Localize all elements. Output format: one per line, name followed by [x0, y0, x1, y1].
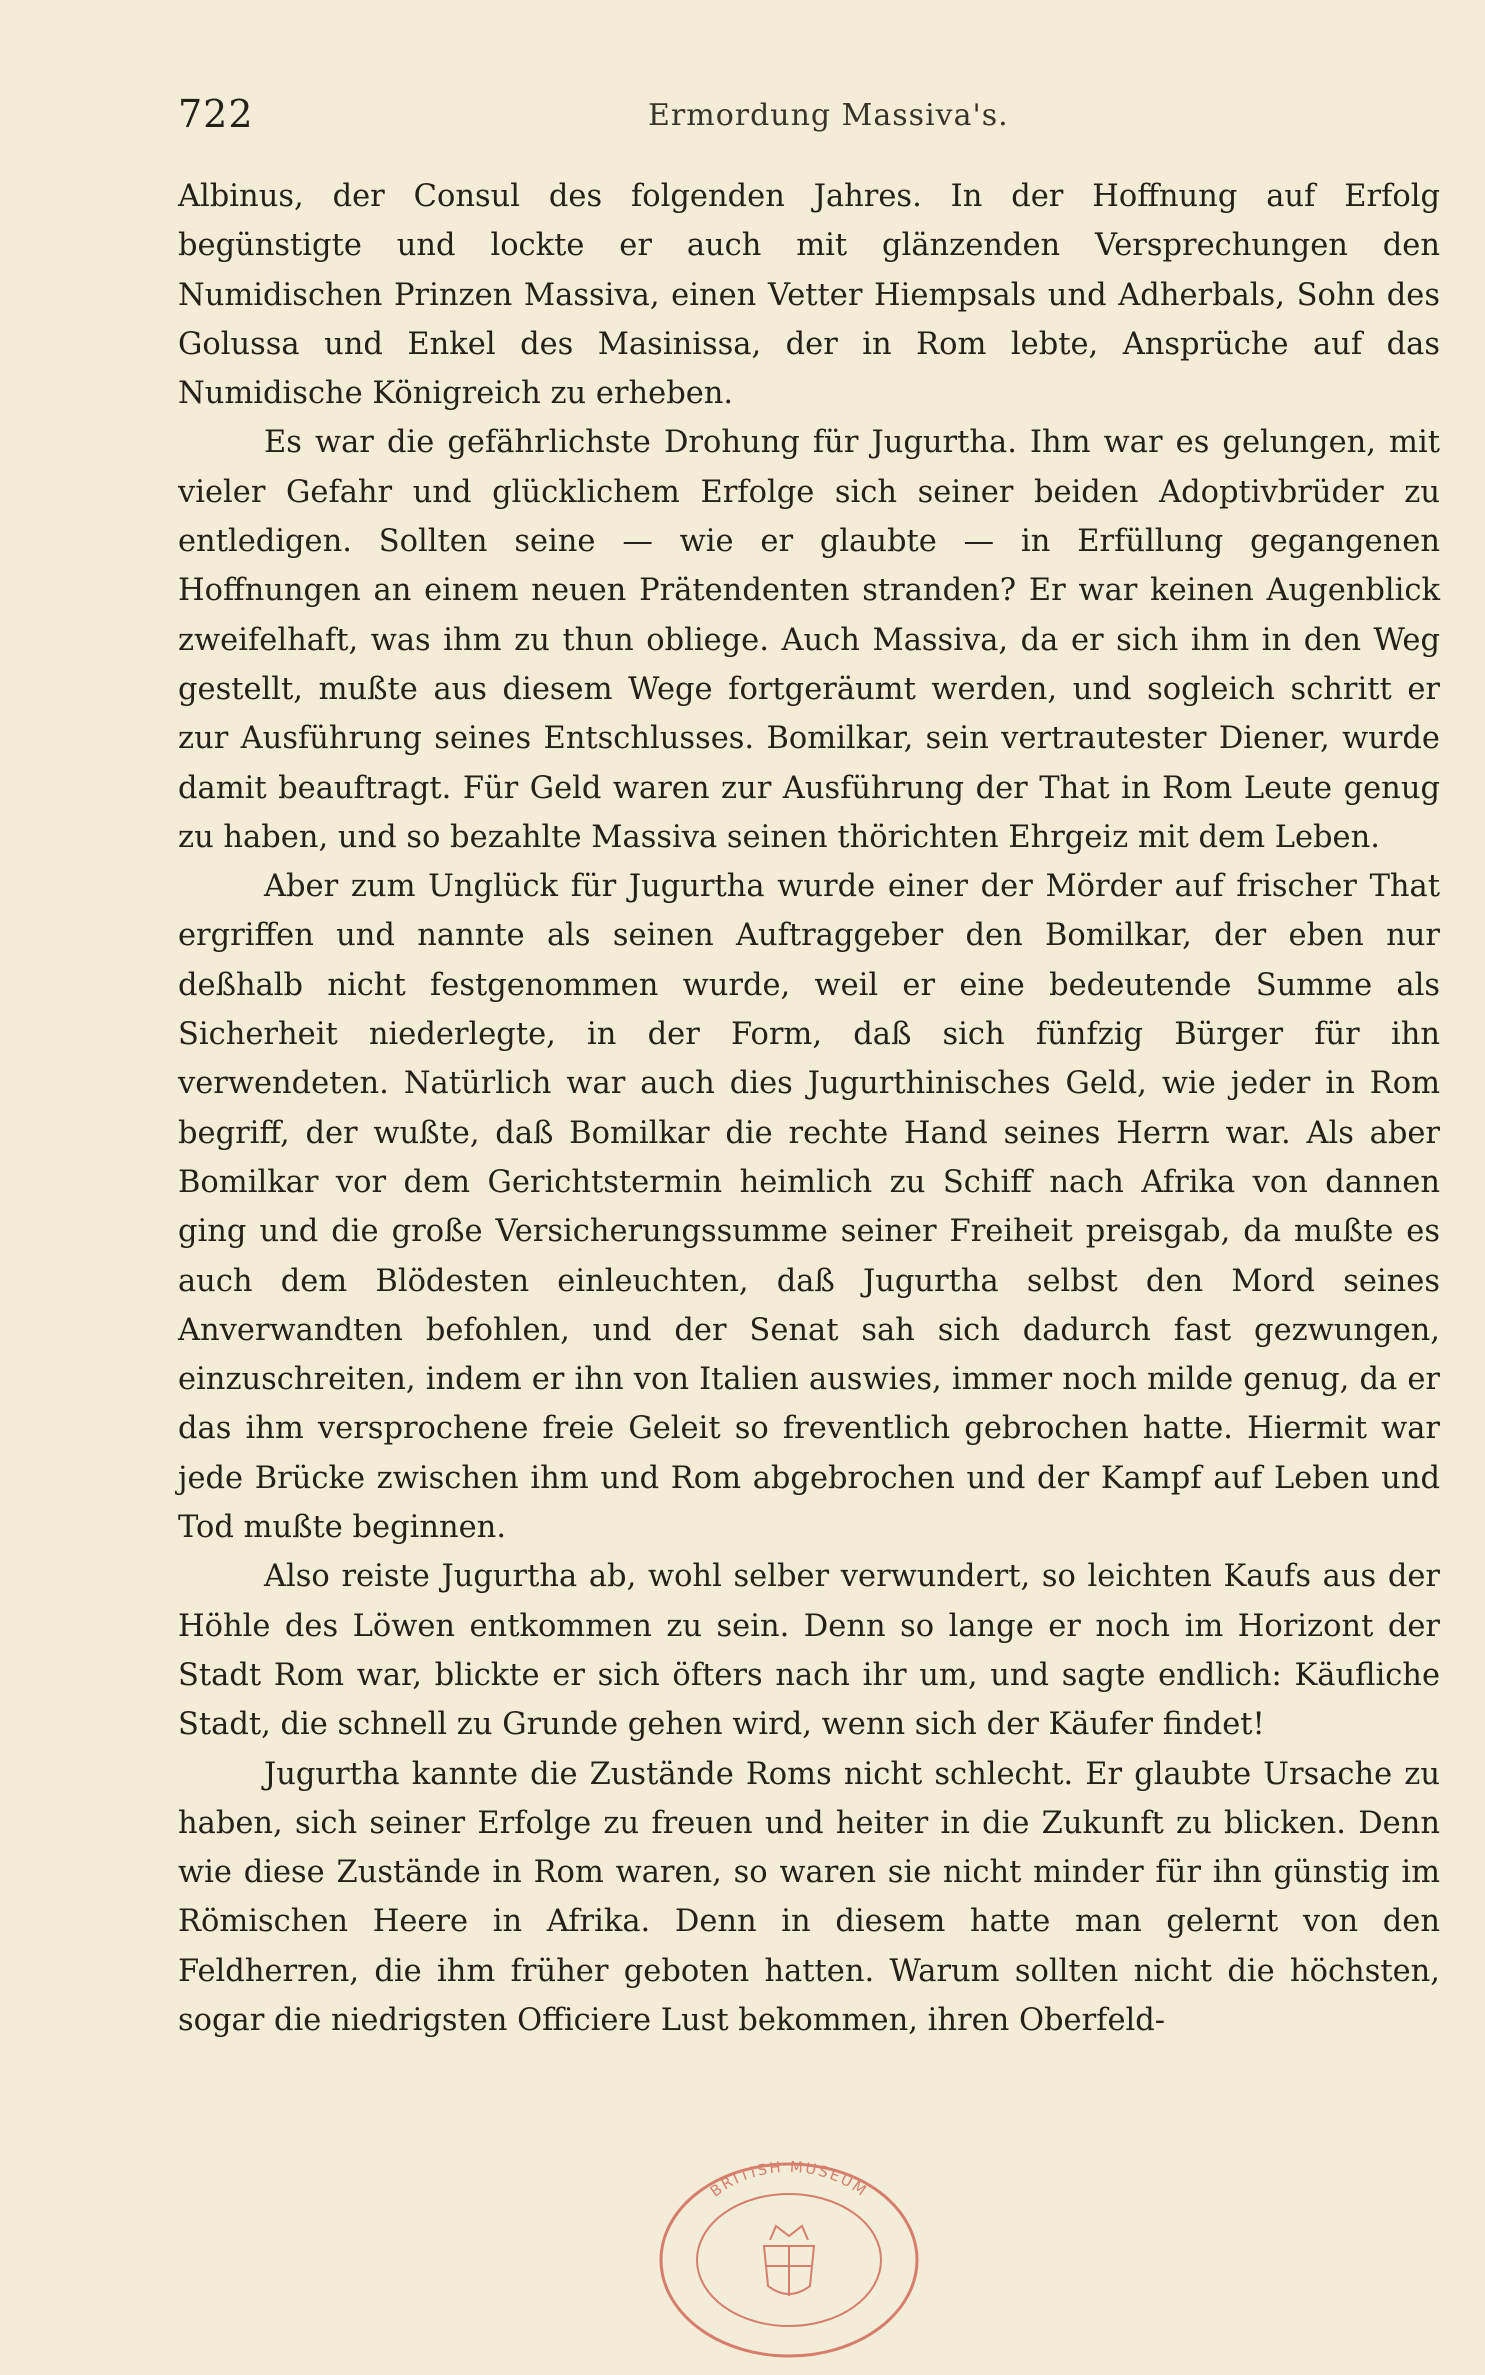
stamp-text: BRITISH MUSEUM: [706, 2157, 872, 2201]
paragraph-2: Es war die gefährlichste Drohung für Jugurtha. Ihm war es gelungen, mit vieler Gefahr und glücklichem Erfolge sich seiner beiden Adoptivbrüder zu entledigen. Sollten seine — wie er glaubte — in Erfüllung gegangenen Hoffnungen an einem neuen Prätendenten stranden? Er war keinen Augenblick zweifelhaft, was ihm zu thun obliege. Auch Massiva, da er sich ihm in den Weg gestellt, mußte aus diesem Wege fortgeräumt werden, und sogleich schritt er zur Ausführung seines Entschlusses. Bomilkar, sein vertrautester Diener, wurde damit beauftragt. Für Geld waren zur Ausführung der That in Rom Leute genug zu haben, und so bezahlte Massiva seinen thörichten Ehrgeiz mit dem Leben.: [178, 425, 1440, 855]
page-number: 722: [178, 92, 254, 136]
library-stamp: [646, 2150, 932, 2360]
running-title: Ermordung Massiva's.: [648, 98, 1009, 133]
paragraph-3: Aber zum Unglück für Jugurtha wurde einer der Mörder auf frischer That ergriffen und nannte als seinen Auftraggeber den Bomilkar, der eben nur deßhalb nicht festgenommen wurde, weil er eine bedeutende Summe als Sicherheit niederlegte, in der Form, daß sich fünfzig Bürger für ihn verwendeten. Natürlich war auch dies Jugurthinisches Geld, wie jeder in Rom begriff, der wußte, daß Bomilkar die rechte Hand seines Herrn war. Als aber Bomilkar vor dem Gerichtstermin heimlich zu Schiff nach Afrika von dannen ging und die große Versicherungssumme seiner Freiheit preisgab, da mußte es auch dem Blödesten einleuchten, daß Jugurtha selbst den Mord seines Anverwandten befohlen, und der Senat sah sich dadurch fast gezwungen, einzuschreiten, indem er ihn von Italien auswies, immer noch milde genug, da er das ihm versprochene freie Geleit so freventlich gebrochen hatte. Hiermit war jede Brücke zwischen ihm und Rom abgebrochen und der Kampf auf Leben und Tod mußte beginnen.: [178, 869, 1440, 1546]
paragraph-1: Albinus, der Consul des folgenden Jahres. In der Hoffnung auf Erfolg begünstigte und lockte er auch mit glänzenden Versprechungen den Numidischen Prinzen Massiva, einen Vetter Hiempsals und Adherbals, Sohn des Golussa und Enkel des Masinissa, der in Rom lebte, Ansprüche auf das Numidische Königreich zu erheben.: [178, 179, 1440, 412]
page-header: [178, 92, 1438, 152]
paragraph-4: Also reiste Jugurtha ab, wohl selber verwundert, so leichten Kaufs aus der Höhle des Löwen entkommen zu sein. Denn so lange er noch im Horizont der Stadt Rom war, blickte er sich öfters nach ihr um, und sagte endlich: Käufliche Stadt, die schnell zu Grunde gehen wird, wenn sich der Käufer findet!: [178, 1559, 1440, 1743]
paragraph-5: Jugurtha kannte die Zustände Roms nicht schlecht. Er glaubte Ursache zu haben, sich seiner Erfolge zu freuen und heiter in die Zukunft zu blicken. Denn wie diese Zustände in Rom waren, so waren sie nicht minder für ihn günstig im Römischen Heere in Afrika. Denn in diesem hatte man gelernt von den Feldherren, die ihm früher geboten hatten. Warum sollten nicht die höchsten, sogar die niedrigsten Officiere Lust bekommen, ihren Oberfeld-: [178, 1756, 1440, 2038]
stamp-crest-icon: [764, 2226, 814, 2296]
body-text: [178, 172, 1440, 2045]
